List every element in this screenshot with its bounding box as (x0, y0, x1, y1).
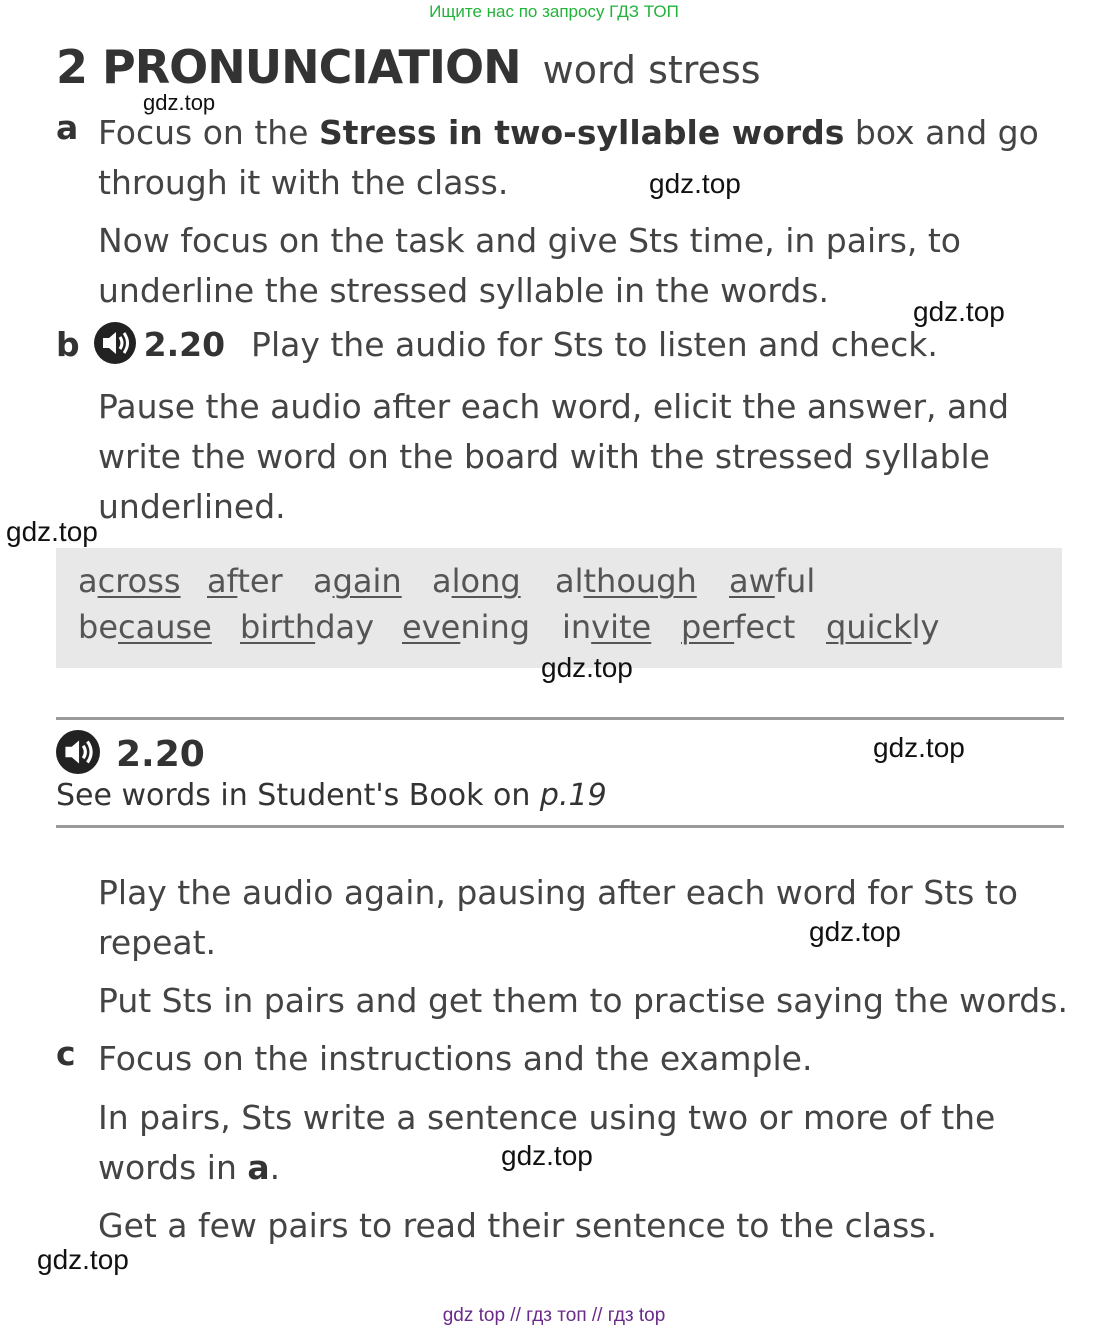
footer-note: gdz top // гдз топ // гдз top (442, 1305, 666, 1326)
heading-subtitle: word stress (542, 48, 761, 92)
watermark: gdz.top (541, 652, 633, 683)
section-c-p3: Get a few pairs to read their sentence to the class. (98, 1206, 937, 1245)
stress-box-name: Stress in two-syllable words (318, 113, 845, 152)
watermark: gdz.top (37, 1244, 129, 1275)
section-b-p2-line2: write the word on the board with the stressed syllable (98, 437, 990, 476)
section-a-letter: a (56, 108, 79, 147)
word-because: because (78, 608, 212, 646)
audio-box-top-rule (56, 717, 1064, 720)
page-reference: p.19 (539, 778, 607, 813)
section-c-p2-line1: In pairs, Sts write a sentence using two or more of the (98, 1098, 996, 1137)
section-a-p2-line1: Now focus on the task and give Sts time, in pairs, to (98, 221, 961, 260)
watermark: gdz.top (501, 1140, 593, 1171)
section-heading (56, 40, 761, 94)
watermark: gdz.top (6, 516, 98, 547)
section-c-line1: Focus on the instructions and the example. (98, 1039, 813, 1078)
word-perfect: perfect (681, 608, 796, 646)
top-search-note: Ищите нас по запросу ГДЗ ТОП (429, 2, 679, 21)
word-again: again (313, 562, 402, 600)
word-quickly: quickly (826, 608, 940, 646)
section-b-p2-line3: underlined. (98, 487, 286, 526)
heading-title: 2 PRONUNCIATION (56, 40, 521, 94)
section-a-line2: through it with the class. (98, 163, 509, 202)
watermark: gdz.top (649, 168, 741, 199)
word-birthday: birthday (240, 608, 375, 646)
section-a-p2-line2: underline the stressed syllable in the words. (98, 271, 829, 310)
audio-box-bottom-rule (56, 825, 1064, 828)
section-b-line1: b 2.20 Play the audio for Sts to listen and check. (56, 322, 938, 364)
audio-box-heading (56, 730, 205, 775)
section-b-p2-line1: Pause the audio after each word, elicit the answer, and (98, 387, 1010, 426)
audio-number: 2.20 (143, 325, 226, 364)
word-across: across (78, 562, 181, 600)
section-a-line1: Focus on the Stress in two-syllable words box and go (98, 113, 1039, 152)
words-box (56, 548, 1062, 668)
watermark: gdz.top (143, 90, 216, 115)
word-invite: invite (562, 608, 652, 646)
after-p2: Put Sts in pairs and get them to practise saying the words. (98, 981, 1068, 1020)
audio-box-number: 2.20 (116, 734, 205, 775)
after-p1-line2: repeat. (98, 923, 217, 962)
after-p1-line1: Play the audio again, pausing after each word for Sts to (98, 873, 1018, 912)
section-b-letter: b (56, 325, 80, 364)
section-c-letter: c (56, 1034, 76, 1073)
audio-speaker-icon[interactable] (56, 730, 100, 774)
word-awful: awful (729, 562, 816, 600)
audio-speaker-icon[interactable] (94, 322, 136, 364)
word-although: although (555, 562, 697, 600)
audio-box-reference: See words in Student's Book on p.19 (56, 778, 607, 813)
word-along: along (432, 562, 521, 600)
watermark: gdz.top (809, 916, 901, 947)
word-evening: evening (402, 608, 531, 646)
watermark: gdz.top (913, 296, 1005, 327)
word-after: after (207, 562, 283, 600)
watermark: gdz.top (873, 732, 965, 763)
section-c-p2-line2: words in a. (98, 1148, 281, 1187)
